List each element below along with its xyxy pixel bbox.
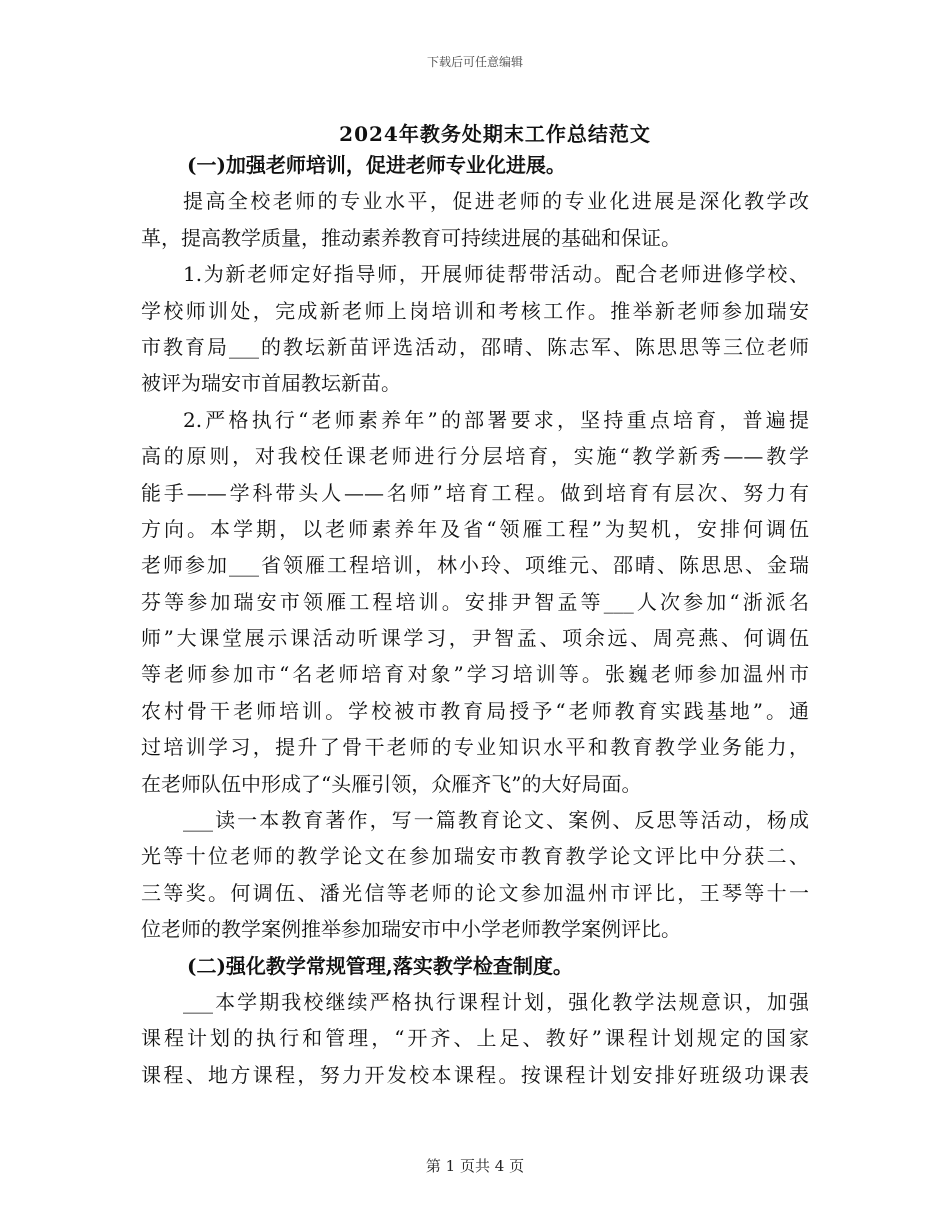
paragraph-line: 1.为新老师定好指导师，开展师徒帮带活动。配合老师进修学校、 xyxy=(183,262,809,287)
paragraph-line: 等老师参加市“名老师培育对象”学习培训等。张巍老师参加温州市 xyxy=(141,662,809,687)
paragraph-line: 课程计划的执行和管理，“开齐、上足、教好”课程计划规定的国家 xyxy=(141,1026,809,1051)
document-title: 2024年教务处期末工作总结范文 xyxy=(339,122,651,146)
paragraph-line: 2.严格执行“老师素养年”的部署要求，坚持重点培育，普遍提 xyxy=(183,407,809,432)
paragraph-line: 农村骨干老师培训。学校被市教育局授予“老师教育实践基地”。通 xyxy=(141,698,809,723)
paragraph xyxy=(141,256,809,402)
paragraph-line: ___本学期我校继续严格执行课程计划，强化教学法规意识，加强 xyxy=(183,989,809,1014)
paragraph-line: 光等十位老师的教学论文在参加瑞安市教育教学论文评比中分获二、 xyxy=(141,844,809,869)
paragraph-line: 三等奖。何调伍、潘光信等老师的论文参加温州市评比，王琴等十一 xyxy=(141,880,809,905)
paragraph-line: 课程、地方课程，努力开发校本课程。按课程计划安排好班级功课表 xyxy=(141,1062,809,1087)
page-header-note: 下载后可任意编辑 xyxy=(426,55,523,69)
paragraph-line: 提高全校老师的专业水平，促进老师的专业化进展是深化教学改 xyxy=(183,189,809,214)
paragraph-line: 师”大课堂展示课活动听课学习，尹智孟、项余远、周亮燕、何调伍 xyxy=(141,626,809,651)
paragraph-line: 过培训学习，提升了骨干老师的专业知识水平和教育教学业务能力， xyxy=(141,735,809,760)
paragraph-line: 老师参加___省领雁工程培训，林小玲、项维元、邵晴、陈思思、金瑞 xyxy=(141,553,809,578)
paragraph-line: 方向。本学期，以老师素养年及省“领雁工程”为契机，安排何调伍 xyxy=(141,516,809,541)
section-heading: (二)强化教学常规管理,落实教学检查制度。 xyxy=(187,953,573,978)
paragraph xyxy=(141,402,809,802)
section-heading: (一)加强老师培训，促进老师专业化进展。 xyxy=(187,153,566,177)
page-number: 第 1 页共 4 页 xyxy=(425,1157,525,1175)
paragraph-line: 学校师训处，完成新老师上岗培训和考核工作。推举新老师参加瑞安 xyxy=(141,298,809,323)
document-body xyxy=(141,147,809,1093)
paragraph-line: 革，提高教学质量，推动素养教育可持续进展的基础和保证。 xyxy=(141,225,681,250)
paragraph-line: 高的原则，对我校任课老师进行分层培育，实施“教学新秀——教学 xyxy=(141,444,809,469)
paragraph-line: 在老师队伍中形成了“头雁引领，众雁齐飞”的大好局面。 xyxy=(141,771,642,796)
paragraph xyxy=(141,802,809,948)
paragraph-line: 芬等参加瑞安市领雁工程培训。安排尹智孟等___人次参加“浙派名 xyxy=(141,589,809,614)
paragraph xyxy=(141,984,809,1093)
paragraph-line: 位老师的教学案例推举参加瑞安市中小学老师教学案例评比。 xyxy=(141,917,681,942)
paragraph-line: 能手——学科带头人——名师”培育工程。做到培育有层次、努力有 xyxy=(141,480,809,505)
paragraph-line: 市教育局___的教坛新苗评选活动，邵晴、陈志军、陈思思等三位老师 xyxy=(141,334,809,359)
paragraph xyxy=(141,183,809,256)
paragraph-line: ___读一本教育著作，写一篇教育论文、案例、反思等活动，杨成 xyxy=(183,808,809,833)
paragraph-line: 被评为瑞安市首届教坛新苗。 xyxy=(141,371,401,396)
